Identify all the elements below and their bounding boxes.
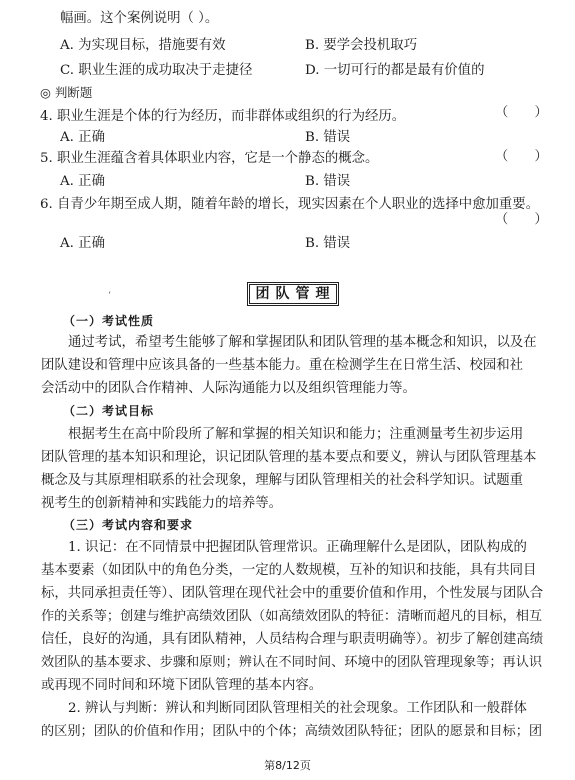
- section-1-line-2: 团队建设和管理中应该具备的一些基本能力。重在检测学生在日常生活、校园和社: [41, 358, 524, 373]
- section-3-p1-line-7: 或再现不同时间和环境下团队管理的基本内容。: [41, 678, 323, 693]
- question-5-option-a: A. 正确: [60, 174, 105, 189]
- option-a: A. 为实现目标，措施要有效: [60, 38, 226, 53]
- option-c: C. 职业生涯的成功取决于走捷径: [60, 63, 253, 78]
- section-2-heading: （二）考试目标: [63, 404, 155, 418]
- question-5-paren: （ ）: [495, 149, 548, 164]
- section-3-p1-line-5: 信任，良好的沟通，具有团队精神，人员结构合理与职责明确等）。初步了解创建高绩: [41, 632, 544, 647]
- section-3-p1-line-3: 标，共同承担责任等）、团队管理在现代社会中的重要价值和作用，个性发展与团队合: [41, 586, 544, 601]
- section-2-line-3: 概念及与其原理相联系的社会现象，理解与团队管理相关的社会科学知识。试题重: [41, 473, 524, 488]
- stray-mark: ‘: [108, 291, 111, 301]
- question-tail: 幅画。这个案例说明（ ）。: [60, 11, 219, 26]
- section-3-p2-line-1: 2. 辨认与判断：辨认和判断同团队管理相关的社会现象。工作团队和一般群体: [68, 701, 527, 716]
- option-d: D. 一切可行的都是最有价值的: [305, 63, 485, 78]
- question-6-option-b: B. 错误: [305, 236, 351, 251]
- question-4-option-b: B. 错误: [305, 130, 351, 145]
- section-3-heading: （三）考试内容和要求: [63, 518, 194, 532]
- section-1-heading: （一）考试性质: [63, 314, 155, 328]
- question-4-paren: （ ）: [495, 105, 548, 120]
- section-2-line-4: 视考生的创新精神和实践能力的培养等。: [41, 496, 283, 511]
- question-5: 5. 职业生涯蕴含着具体职业内容，它是一个静态的概念。: [40, 151, 379, 166]
- judgment-section-title: ◎ 判断题: [40, 85, 93, 100]
- page-number: 第8/12页: [264, 759, 311, 772]
- section-3-p1-line-2: 基本要素（如团队中的角色分类，一定的人数规模，互补的知识和技能，具有共同目: [41, 563, 537, 578]
- section-3-p2-line-2: 的区别；团队的价值和作用；团队中的个体；高绩效团队特征；团队的愿景和目标；团: [41, 724, 543, 739]
- section-2-line-1: 根据考生在高中阶段所了解和掌握的相关知识和能力；注重测量考生初步运用: [68, 427, 524, 442]
- section-3-p1-line-6: 效团队的基本要求、步骤和原则；辨认在不同时间、环境中的团队管理现象等；再认识: [41, 655, 543, 670]
- option-b: B. 要学会投机取巧: [305, 38, 418, 53]
- question-5-option-b: B. 错误: [305, 174, 351, 189]
- section-3-p1-line-4: 作的关系等；创建与维护高绩效团队（如高绩效团队的特征：清晰而超凡的目标，相互: [41, 609, 543, 624]
- question-4-option-a: A. 正确: [60, 130, 105, 145]
- question-6-option-a: A. 正确: [60, 236, 105, 251]
- question-6: 6. 自青少年期至成人期，随着年龄的增长，现实因素在个人职业的选择中愈加重要。: [40, 197, 540, 212]
- section-2-line-2: 团队管理的基本知识和理论，识记团队管理的基本要点和要义，辨认与团队管理基本: [41, 450, 537, 465]
- section-1-line-1: 通过考试，希望考生能够了解和掌握团队和团队管理的基本概念和知识，以及在: [68, 335, 537, 350]
- section-1-line-3: 会活动中的团队合作精神、人际沟通能力以及组织管理能力等。: [41, 381, 416, 396]
- question-4: 4. 职业生涯是个体的行为经历，而非群体或组织的行为经历。: [40, 109, 406, 124]
- chapter-title: 团队管理: [247, 282, 339, 306]
- section-3-p1-line-1: 1. 识记：在不同情景中把握团队管理常识。正确理解什么是团队，团队构成的: [68, 540, 527, 555]
- question-6-paren: （ ）: [495, 212, 548, 227]
